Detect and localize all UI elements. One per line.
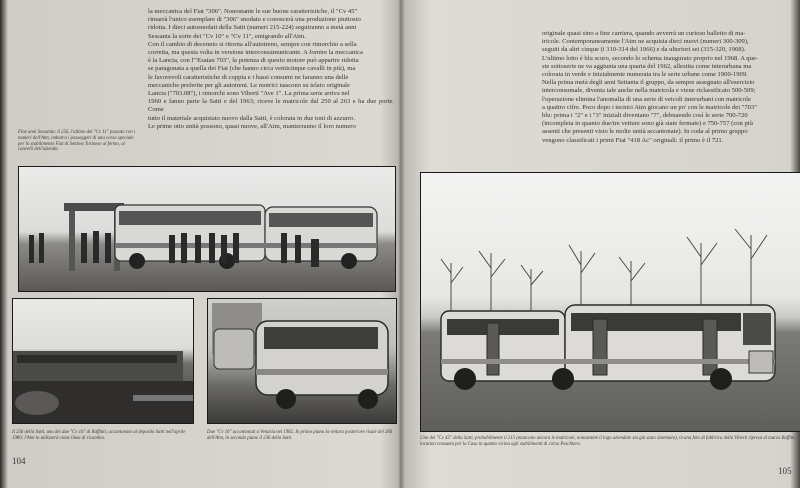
- text-line: l'operazione elimina l'anomalia di una serie di veicoli interurbani con matricole: [542, 95, 751, 103]
- text-line: assenti che presenti visto le molte unità accantonate). In coda al primo gruppo: [542, 128, 748, 136]
- text-line: meccaniche preferite per gli autotreni. Le motrici nascono su telaio originale: [148, 81, 350, 89]
- text-line: rimarrà l'unico esemplare di "306" snodato e conoscerà una produzione piuttosto: [148, 16, 361, 24]
- text-line: originale quasi sino a fine carriera, quando avverrà un curioso balletto di ma-: [542, 30, 746, 37]
- caption-bottom-left: Il 256 della Satti, uno dei due "Cv 16" di Raffinti, accantonato al deposito Satti nell'aprile 1980; l'Atm lo utilizzerà come linea di ricambio.: [12, 430, 186, 441]
- bus-illustration: [19, 167, 395, 291]
- text-line: la meccanica del Fiat "306". Nonostante le sue buone caratteristiche, il "Cv 45": [148, 8, 358, 15]
- left-page: [8, 0, 400, 488]
- text-line: (incompleta in quanto due/tre vetture sono già state fermate) e 750-757 (con più: [542, 120, 753, 128]
- caption-right: Uno dei "Cv 45" della Satti, probabilmente il 215 (mancano ancora le matricole, nonostante il logo aziendale sia già stato sistemato), in una foto di fabbrica della Viberti ripresa al marzo Baffini, location consueta per la Casa in quanto vicina agli stabilimenti di corso Peschiera.: [420, 436, 796, 447]
- text-line: interconsumale, diventa tale anche nella matricola e viene riclassificato 500-509;: [542, 87, 756, 95]
- text-line: L'ultimo lotto è blu scuro, secondo lo schema inaugurato proprio nel 1968. A que-: [542, 54, 758, 62]
- caption-top-left: Fine anni Sessanta: il 256, l'ultimo dei "Cv 11" passato con i numeri dell'Atm, imbarca i passeggeri di una corsa speciale per lo stabilimento Fiat di Settimo Torinese al fermo, ai cancelli dell'azienda.: [18, 130, 136, 153]
- page-number-right: 105: [778, 466, 792, 476]
- text-line: tricole. Contemporaneamente l'Atm ne acquista dieci nuovi (numeri 300-309),: [542, 38, 749, 46]
- left-body-text: [148, 8, 394, 131]
- text-line: vengono classificati i primi Fiat "418 Ac" originali: il primo è il 721.: [542, 136, 724, 144]
- text-line: 1960 e fanno parte la Satti e del 1963; riceve le matricole dal 250 al 263 e ha due porte. Come: [148, 98, 394, 114]
- caption-bottom-right: Due "Cv 16" accantonati a Venaria nel 1982. In primo piano la vettura posteriore risale del 266 dell'Atm, in secondo piano il 236 della Satti.: [207, 430, 393, 441]
- text-line: tutto il materiale acquistato nuovo dalla Satti, è colorata in due toni di azzurro.: [148, 114, 356, 122]
- text-line: seguiti da altri cinque (i 310-314 del 1966) e da ulteriori sei (315-320, 1968).: [542, 46, 746, 54]
- text-line: Lancia ("703.08"), i rimorchi sono Viberti "Ave 1". La prima serie arriva nel: [148, 90, 350, 98]
- text-line: ridotta. I dieci autosnodati della Satti (numeri 215-224) seguiranno a metà anni: [148, 24, 357, 32]
- photo-depot-buses: [12, 298, 194, 424]
- right-page: [402, 0, 796, 488]
- viberti-bus-illustration: [421, 173, 800, 431]
- text-line: a quattro cifre. Poco dopo i tecnici Atm giocano un po' con le matricole dei "703": [542, 103, 757, 111]
- text-line: Le prime otto unità possono, quasi nuove, all'Atm, manterranno il loro numero: [148, 122, 356, 130]
- text-line: corretta, ma questa volta in versione interconsumunicante. A fornire la meccanica: [148, 49, 363, 57]
- photo-abandoned-buses: [207, 298, 397, 424]
- photo-articulated-bus-passengers: [18, 166, 396, 292]
- page-number-left: 104: [12, 456, 26, 466]
- text-line: ste sottoserie ne va aggiunta una quarta del 1962, allestita come interurbana ma: [542, 62, 752, 70]
- abandoned-bus-illustration: [208, 299, 396, 423]
- text-line: Con il cambio di decennio si ritorna all'autotreno, sempre con rimorchio a sella: [148, 40, 357, 48]
- depot-illustration: [13, 299, 193, 423]
- right-body-text: [542, 30, 790, 145]
- text-line: le favorevoli caratteristiche di coppia e i bassi consumi ne faranno una delle: [148, 73, 349, 81]
- text-line: colorata in verde e inizialmente numerata tra le serie urbane come 1900-1909.: [542, 71, 748, 79]
- text-line: Nella prima metà degli anni Settanta il gruppo, da sempre assegnato all'esercizio: [542, 79, 755, 87]
- photo-viberti-articulated-bus: [420, 172, 800, 432]
- text-line: Sessanta la sorte dei "Cv 10" e "Cv 11", emigrando all'Atm.: [148, 32, 306, 40]
- text-line: blu: prima i "2" e i "3" iniziali diventano "7", debnaendo così le serie 700-720: [542, 112, 748, 120]
- text-line: è la Lancia, con l'"Esatau 703", la potenza di questo motore può apparire ridotta: [148, 57, 359, 65]
- text-line: se paragonata a quella dei Fiat (che hanno circa venticinque cavalli in più), ma: [148, 65, 356, 73]
